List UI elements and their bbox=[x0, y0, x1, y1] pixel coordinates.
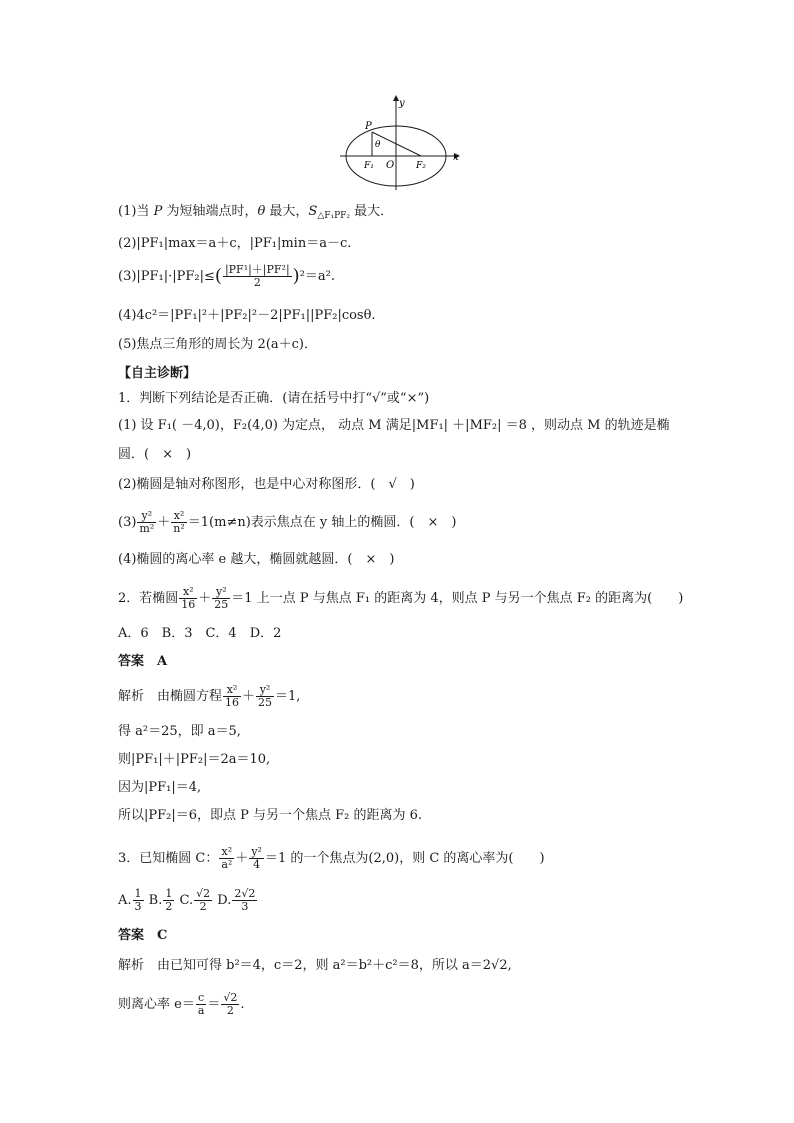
q3-stem bbox=[118, 846, 545, 871]
text: (3)|PF₁|·|PF₂|≤ bbox=[118, 269, 215, 284]
den: 3 bbox=[241, 900, 249, 913]
label-theta: θ bbox=[375, 140, 381, 150]
text: 3．已知椭圆 C： bbox=[118, 851, 219, 866]
den: 2 bbox=[253, 276, 261, 289]
label-o: O bbox=[386, 160, 395, 171]
q2-options: A．6 B．3 C．4 D．2 bbox=[118, 626, 282, 641]
fraction bbox=[249, 846, 264, 871]
fraction bbox=[256, 684, 274, 709]
num: y² bbox=[212, 586, 230, 599]
fraction bbox=[223, 264, 292, 289]
text: ＝1 的一个焦点为(2,0)，则 C 的离心率为( ) bbox=[264, 851, 545, 866]
paren: ( bbox=[214, 265, 222, 287]
den: 2 bbox=[165, 900, 173, 913]
num: x² bbox=[223, 684, 241, 697]
q2-stem bbox=[118, 586, 683, 611]
q1-stem: 1．判断下列结论是否正确．(请在括号中打“√”或“×”) bbox=[118, 391, 430, 406]
den: n² bbox=[173, 522, 185, 535]
fraction bbox=[194, 888, 212, 913]
fraction bbox=[223, 684, 241, 709]
text: ＋ bbox=[198, 591, 212, 606]
text: . bbox=[240, 997, 245, 1012]
fraction bbox=[212, 586, 230, 611]
label-x: x bbox=[453, 152, 459, 163]
fraction bbox=[179, 586, 197, 611]
text: D. bbox=[217, 893, 232, 908]
text: 最大， bbox=[265, 204, 309, 219]
den: 3 bbox=[134, 900, 142, 913]
text: ＝1, bbox=[275, 689, 301, 704]
num: x² bbox=[179, 586, 197, 599]
text: θ bbox=[257, 204, 266, 219]
label-f2: F₂ bbox=[416, 161, 426, 171]
text: B. bbox=[148, 893, 163, 908]
num: 2√2 bbox=[234, 887, 256, 900]
q3-step-2 bbox=[118, 992, 245, 1017]
text: ＋ bbox=[242, 689, 256, 704]
prop-1 bbox=[118, 204, 393, 224]
num: 1 bbox=[134, 887, 142, 900]
num: y² bbox=[137, 510, 156, 523]
text: ²＝a². bbox=[299, 269, 336, 284]
text: (1)当 bbox=[118, 204, 154, 219]
q2-step-4: 所以|PF₂|＝6，即点 P 与另一个焦点 F₂ 的距离为 6. bbox=[118, 808, 423, 823]
prop-4: (4)4c²＝|PF₁|²＋|PF₂|²－2|PF₁||PF₂|cosθ. bbox=[118, 308, 376, 323]
text: 为短轴端点时， bbox=[162, 204, 258, 219]
den: 4 bbox=[253, 858, 261, 871]
den: m² bbox=[139, 522, 155, 535]
text: 解析 由椭圆方程 bbox=[118, 689, 223, 704]
fraction bbox=[221, 992, 239, 1017]
q1-item-1a: (1) 设 F₁( －4,0)，F₂(4,0) 为定点， 动点 M 满足|MF₁| ＋|MF₂| ＝8 ，则动点 M 的轨迹是椭 bbox=[118, 418, 670, 433]
q2-step-3: 因为|PF₁|＝4, bbox=[118, 780, 202, 795]
text: ＋ bbox=[157, 515, 171, 530]
den: 16 bbox=[181, 598, 196, 611]
label-y: y bbox=[399, 98, 405, 109]
den: 2 bbox=[199, 900, 207, 913]
num: c bbox=[196, 992, 207, 1005]
den: a² bbox=[221, 858, 233, 871]
text: (3) bbox=[118, 515, 137, 530]
prop-3 bbox=[118, 264, 335, 289]
text: ＝1 上一点 P 与焦点 F₁ 的距离为 4，则点 P 与另一个焦点 F₂ 的距离为( ) bbox=[231, 591, 684, 606]
label-f1: F₁ bbox=[364, 161, 374, 171]
fraction bbox=[137, 510, 156, 535]
fraction bbox=[171, 510, 187, 535]
prop-2: (2)|PF₁|max＝a＋c，|PF₁|min＝a－c. bbox=[118, 236, 352, 251]
text: ＋ bbox=[235, 851, 249, 866]
text: 2．若椭圆 bbox=[118, 591, 179, 606]
num: 1 bbox=[165, 887, 173, 900]
text: A. bbox=[118, 893, 132, 908]
text: △F₁PF₂ bbox=[317, 211, 351, 221]
fraction bbox=[163, 888, 174, 913]
fraction bbox=[196, 992, 207, 1017]
num: x² bbox=[219, 846, 234, 859]
text: P bbox=[153, 204, 163, 219]
fraction bbox=[219, 846, 234, 871]
text: ＝1(m≠n)表示焦点在 y 轴上的椭圆．( × ) bbox=[187, 515, 457, 530]
q3-options bbox=[118, 888, 258, 913]
num: y² bbox=[256, 684, 274, 697]
text: ＝ bbox=[207, 997, 221, 1012]
q1-item-4: (4)椭圆的离心率 e 越大，椭圆就越圆．( × ) bbox=[118, 552, 395, 567]
section-header: 【自主诊断】 bbox=[118, 366, 197, 381]
q2-answer: 答案 A bbox=[118, 654, 168, 669]
prop-5: (5)焦点三角形的周长为 2(a＋c)． bbox=[118, 337, 317, 352]
text: C. bbox=[179, 893, 194, 908]
fraction bbox=[232, 888, 257, 913]
q2-solution bbox=[118, 684, 300, 709]
q2-step-2: 则|PF₁|＋|PF₂|＝2a＝10, bbox=[118, 752, 271, 767]
num: √2 bbox=[196, 887, 211, 900]
paren: ) bbox=[292, 265, 300, 287]
q2-step-1: 得 a²＝25，即 a＝5, bbox=[118, 724, 241, 739]
q1-item-1b: 圆．( × ) bbox=[118, 447, 192, 462]
num: x² bbox=[171, 510, 187, 523]
q1-item-2: (2)椭圆是轴对称图形，也是中心对称图形．( √ ) bbox=[118, 477, 415, 492]
den: 16 bbox=[225, 696, 240, 709]
text: S bbox=[308, 204, 318, 219]
q1-item-3 bbox=[118, 510, 456, 535]
fraction bbox=[133, 888, 144, 913]
den: 25 bbox=[214, 598, 229, 611]
ellipse-figure bbox=[336, 92, 466, 192]
text: 则离心率 e＝ bbox=[118, 997, 195, 1012]
den: a bbox=[197, 1004, 205, 1017]
text: 最大． bbox=[350, 204, 394, 219]
label-p: P bbox=[365, 121, 372, 132]
q3-step-1: 解析 由已知可得 b²＝4，c＝2，则 a²＝b²＋c²＝8，所以 a＝2√2, bbox=[118, 958, 512, 973]
den: 2 bbox=[226, 1004, 234, 1017]
num: |PF¹|＋|PF²| bbox=[224, 263, 290, 276]
num: y² bbox=[251, 845, 262, 858]
den: 25 bbox=[258, 696, 273, 709]
num: √2 bbox=[223, 991, 238, 1004]
q3-answer: 答案 C bbox=[118, 928, 168, 943]
